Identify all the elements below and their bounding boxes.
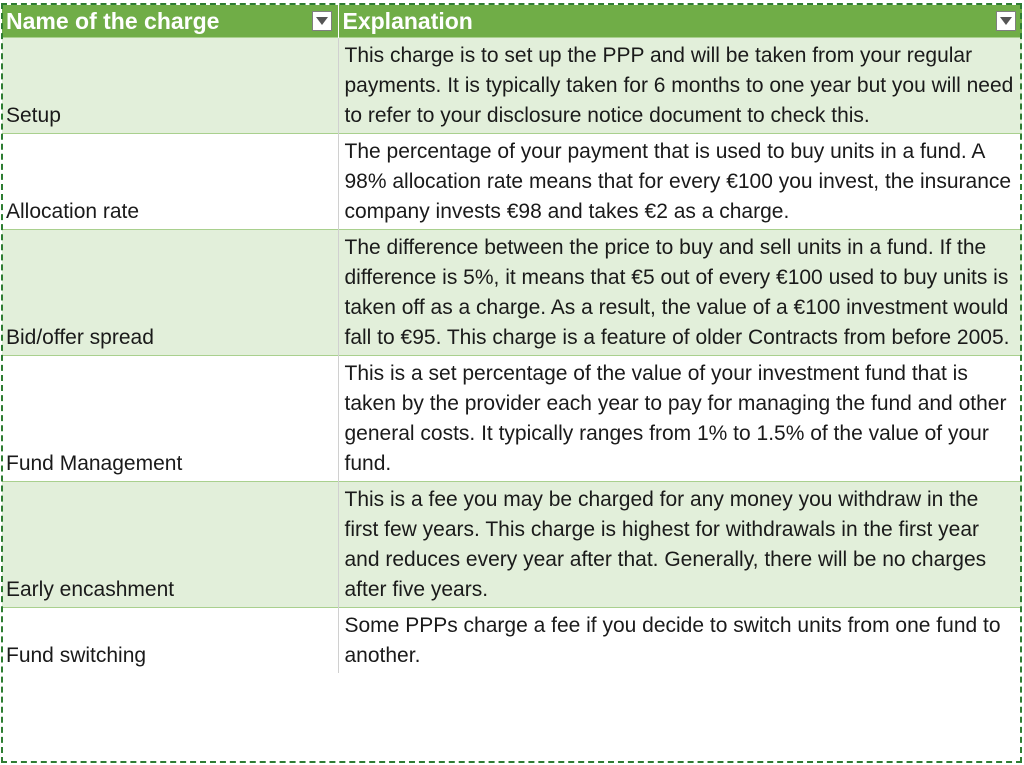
header-row xyxy=(2,5,1022,38)
cell-explanation[interactable]: Some PPPs charge a fee if you decide to switch units from one fund to another. xyxy=(338,608,1022,674)
cell-explanation[interactable]: This is a fee you may be charged for any money you withdraw in the first few years. This charge is highest for withdrawals in the first year and reduces every year after that. Generally, there will be no charges after five years. xyxy=(338,482,1022,608)
cell-charge-name[interactable]: Bid/offer spread xyxy=(2,230,338,356)
table-row xyxy=(2,134,1022,230)
table-row xyxy=(2,230,1022,356)
cell-explanation[interactable]: This is a set percentage of the value of your investment fund that is taken by the provider each year to pay for managing the fund and other general costs. It typically ranges from 1% to 1.5% of the value of your fund. xyxy=(338,356,1022,482)
cell-charge-name[interactable]: Early encashment xyxy=(2,482,338,608)
dropdown-arrow-icon xyxy=(1000,17,1012,25)
cell-explanation[interactable]: The percentage of your payment that is used to buy units in a fund. A 98% allocation rate means that for every €100 you invest, the insurance company invests €98 and takes €2 as a charge. xyxy=(338,134,1022,230)
dropdown-arrow-icon xyxy=(316,17,328,25)
table-row xyxy=(2,356,1022,482)
table-row xyxy=(2,482,1022,608)
cell-charge-name[interactable]: Fund Management xyxy=(2,356,338,482)
filter-dropdown-name[interactable] xyxy=(312,11,332,31)
cell-charge-name[interactable]: Allocation rate xyxy=(2,134,338,230)
cell-charge-name[interactable]: Fund switching xyxy=(2,608,338,674)
column-header-name-label: Name of the charge xyxy=(6,7,220,34)
column-header-name[interactable] xyxy=(2,5,338,38)
table-row xyxy=(2,38,1022,134)
table-row xyxy=(2,608,1022,674)
cell-explanation[interactable]: The difference between the price to buy and sell units in a fund. If the difference is 5%, it means that €5 out of every €100 used to buy units is taken off as a charge. As a result, the value of a €100 investment would fall to €95. This charge is a feature of older Contracts from before 2005. xyxy=(338,230,1022,356)
column-header-explanation[interactable] xyxy=(338,5,1022,38)
charges-table xyxy=(2,5,1022,673)
column-header-explanation-label: Explanation xyxy=(342,7,473,34)
filter-dropdown-explanation[interactable] xyxy=(996,11,1016,31)
cell-explanation[interactable]: This charge is to set up the PPP and will be taken from your regular payments. It is typically taken for 6 months to one year but you will need to refer to your disclosure notice document to check this. xyxy=(338,38,1022,134)
cell-charge-name[interactable]: Setup xyxy=(2,38,338,134)
